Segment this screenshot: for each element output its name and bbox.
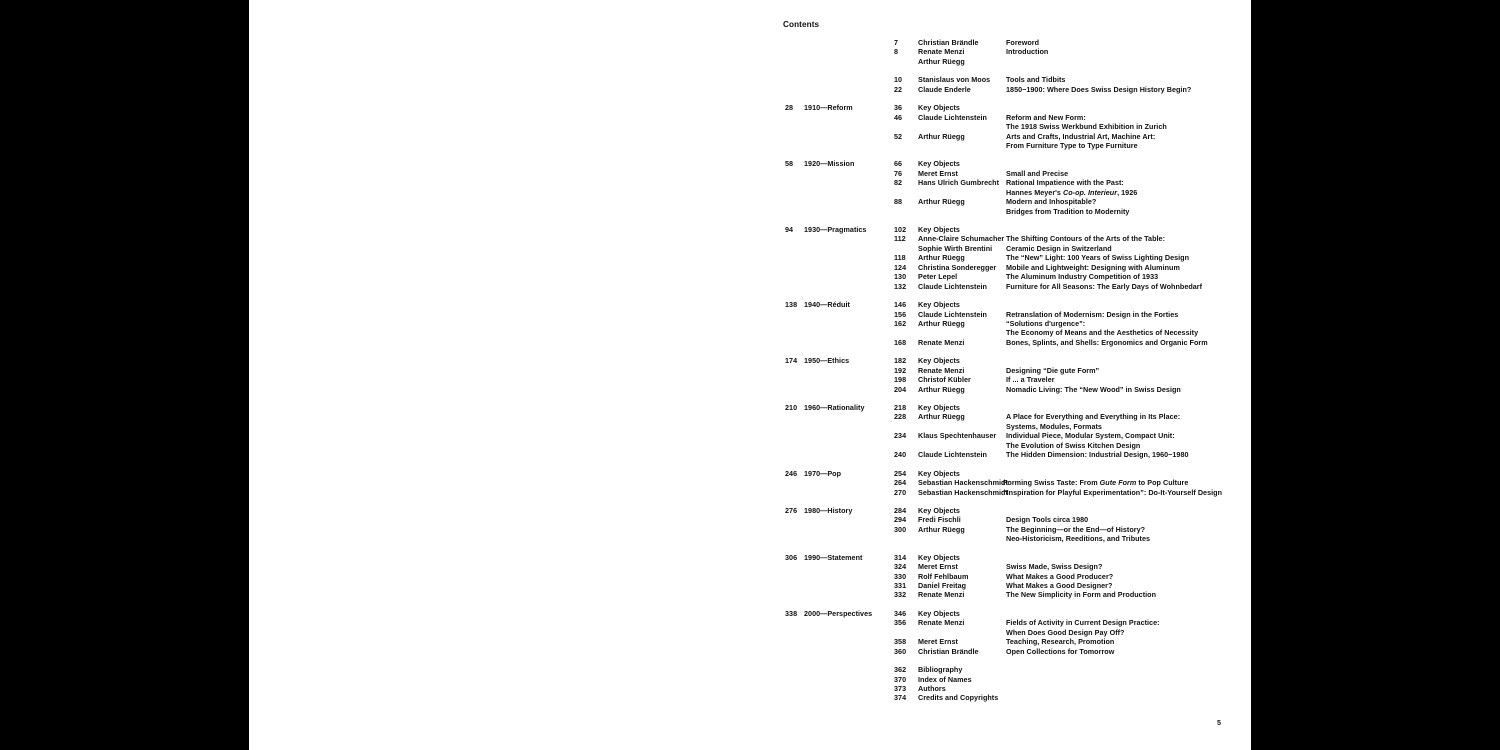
entry-author: Key Objects [918, 300, 960, 310]
entry-title: The 1918 Swiss Werkbund Exhibition in Zurich [1006, 122, 1167, 132]
toc-entry[interactable] [249, 488, 1251, 497]
toc-entry[interactable] [249, 637, 1251, 646]
toc-entry[interactable] [249, 366, 1251, 375]
entry-page-number: 102 [894, 225, 907, 234]
entry-title: “Inspiration for Playful Experimentation”: Do-It-Yourself Design [1003, 487, 1223, 497]
toc-entry[interactable] [249, 338, 1251, 347]
entry-page-number: 198 [894, 375, 907, 385]
entry-page-number: 182 [894, 356, 907, 366]
section-label: 2000—Perspectives [804, 608, 873, 618]
toc-entry[interactable] [249, 478, 1251, 487]
entry-page-number: 7 [894, 38, 899, 47]
entry-author: Stanislaus von Moos [918, 75, 991, 85]
section-page-number: 138 [785, 300, 798, 310]
toc-entry[interactable] [249, 356, 1251, 365]
toc-section [249, 506, 1251, 544]
entry-page-number: 324 [894, 562, 907, 572]
entry-author: Renate Menzi [918, 47, 965, 57]
entry-page-number: 234 [894, 431, 907, 441]
entry-page-number: 284 [894, 505, 907, 515]
entry-page-number: 358 [894, 637, 907, 647]
entry-page-number: 228 [894, 412, 907, 422]
entry-title: What Makes a Good Producer? [1006, 571, 1114, 581]
entry-page-number: 240 [894, 450, 907, 460]
entry-author: Sebastian Hackenschmidt [918, 478, 1008, 488]
entry-title: Forming Swiss Taste: From Gute Form to Pop Culture [1003, 478, 1189, 488]
entry-author: Key Objects [918, 608, 960, 618]
toc-section [249, 469, 1251, 497]
toc-section [249, 103, 1251, 150]
entry-author: Christian Brändle [918, 646, 979, 656]
toc-entry[interactable] [249, 263, 1251, 272]
toc-entry[interactable] [249, 375, 1251, 384]
entry-title: “Solutions d'urgence”: [1006, 318, 1086, 328]
entry-author: Arthur Rüegg [918, 318, 965, 328]
toc-section [249, 665, 1251, 703]
toc-section [249, 75, 1251, 94]
entry-page-number: 22 [894, 84, 903, 94]
toc-entry[interactable] [249, 506, 1251, 515]
entry-author: Bibliography [918, 665, 963, 675]
entry-title: Tools and Tidbits [1006, 75, 1066, 85]
entry-page-number: 374 [894, 693, 907, 703]
entry-title: The “New” Light: 100 Years of Swiss Lighting Design [1006, 253, 1190, 263]
entry-title: When Does Good Design Pay Off? [1006, 627, 1125, 637]
toc-entry[interactable] [249, 675, 1251, 684]
entry-author: Arthur Rüegg [918, 56, 965, 66]
entry-title: The Shifting Contours of the Arts of the Table: [1006, 234, 1166, 244]
toc-entry[interactable] [249, 572, 1251, 581]
entry-author: Sebastian Hackenschmidt [918, 487, 1008, 497]
toc-entry[interactable] [249, 684, 1251, 693]
entry-title: The Hidden Dimension: Industrial Design, 1960−1980 [1006, 450, 1189, 460]
toc-entry[interactable] [249, 553, 1251, 562]
toc-entry[interactable] [249, 515, 1251, 524]
entry-title: Introduction [1006, 47, 1049, 57]
entry-page-number: 330 [894, 571, 907, 581]
entry-title: Mobile and Lightweight: Designing with Aluminum [1006, 262, 1180, 272]
entry-page-number: 346 [894, 608, 907, 618]
entry-page-number: 192 [894, 365, 907, 375]
entry-title: Hannes Meyer's Co-op. Interieur, 1926 [1006, 187, 1138, 197]
entry-page-number: 88 [894, 197, 903, 207]
entry-author: Arthur Rüegg [918, 384, 965, 394]
toc-entry[interactable] [249, 253, 1251, 262]
toc-entry[interactable] [249, 441, 1251, 450]
toc-entry[interactable] [249, 272, 1251, 281]
toc-entry[interactable] [249, 234, 1251, 243]
entry-page-number: 132 [894, 281, 907, 291]
toc-entry[interactable] [249, 132, 1251, 141]
entry-title: 1850−1900: Where Does Swiss Design History Begin? [1006, 84, 1192, 94]
toc-section [249, 38, 1251, 66]
toc-entry[interactable] [249, 188, 1251, 197]
section-label: 1960—Rationality [804, 403, 865, 412]
entry-author: Hans Ulrich Gumbrecht [918, 178, 1000, 188]
toc-section [249, 356, 1251, 394]
entry-title: From Furniture Type to Type Furniture [1006, 140, 1138, 150]
toc-entry[interactable] [249, 141, 1251, 150]
toc-entry[interactable] [249, 282, 1251, 291]
entry-author: Daniel Freitag [918, 581, 967, 590]
entry-author: Arthur Rüegg [918, 412, 965, 422]
section-page-number: 306 [785, 552, 798, 562]
toc-entry[interactable] [249, 665, 1251, 674]
toc-entry[interactable] [249, 319, 1251, 328]
toc-entry[interactable] [249, 75, 1251, 84]
entry-author: Sophie Wirth Brentini [918, 243, 993, 253]
entry-author: Renate Menzi [918, 365, 965, 375]
entry-page-number: 264 [894, 478, 907, 488]
entry-author: Christof Kübler [918, 375, 971, 385]
toc-entry[interactable] [249, 562, 1251, 571]
toc-entry[interactable] [249, 169, 1251, 178]
entry-title: Furniture for All Seasons: The Early Days of Wohnbedarf [1006, 281, 1203, 291]
entry-title: Fields of Activity in Current Design Practice: [1006, 618, 1160, 628]
entry-page-number: 331 [894, 581, 907, 590]
section-label: 1940—Réduit [804, 300, 850, 310]
toc-entry[interactable] [249, 225, 1251, 234]
entry-title: The Economy of Means and the Aesthetics of Necessity [1006, 328, 1199, 338]
book-page [249, 0, 1251, 750]
entry-author: Christina Sonderegger [918, 262, 997, 272]
entry-page-number: 156 [894, 309, 907, 319]
entry-author: Meret Ernst [918, 168, 958, 178]
section-label: 1980—History [804, 505, 853, 515]
entry-author: Arthur Rüegg [918, 131, 965, 141]
entry-title: If ... a Traveler [1006, 375, 1055, 385]
table-of-contents [249, 38, 1251, 703]
toc-entry[interactable] [249, 647, 1251, 656]
toc-section [249, 609, 1251, 656]
entry-page-number: 270 [894, 487, 907, 497]
toc-entry[interactable] [249, 422, 1251, 431]
entry-title: Swiss Made, Swiss Design? [1006, 562, 1103, 572]
entry-title: Open Collections for Tomorrow [1006, 646, 1115, 656]
toc-entry[interactable] [249, 534, 1251, 543]
toc-entry[interactable] [249, 403, 1251, 412]
entry-title: A Place for Everything and Everything in Its Place: [1006, 412, 1181, 422]
toc-entry[interactable] [249, 178, 1251, 187]
section-page-number: 94 [785, 225, 794, 234]
entry-author: Claude Lichtenstein [918, 112, 987, 122]
toc-section [249, 225, 1251, 291]
toc-entry[interactable] [249, 469, 1251, 478]
entry-page-number: 254 [894, 468, 907, 478]
entry-author: Arthur Rüegg [918, 197, 965, 207]
entry-author: Key Objects [918, 505, 960, 515]
toc-entry[interactable] [249, 590, 1251, 599]
toc-entry[interactable] [249, 197, 1251, 206]
toc-entry[interactable] [249, 47, 1251, 56]
entry-page-number: 46 [894, 112, 903, 122]
toc-entry[interactable] [249, 38, 1251, 47]
toc-entry[interactable] [249, 328, 1251, 337]
entry-page-number: 146 [894, 300, 907, 310]
entry-page-number: 82 [894, 178, 903, 188]
section-label: 1970—Pop [804, 468, 842, 478]
entry-page-number: 168 [894, 337, 907, 347]
toc-entry[interactable] [249, 122, 1251, 131]
entry-title: Ceramic Design in Switzerland [1006, 243, 1112, 253]
toc-entry[interactable] [249, 159, 1251, 168]
toc-section [249, 553, 1251, 600]
entry-author: Fredi Fischli [918, 515, 961, 525]
entry-author: Claude Lichtenstein [918, 281, 987, 291]
entry-author: Claude Lichtenstein [918, 450, 987, 460]
entry-page-number: 130 [894, 272, 907, 282]
entry-page-number: 124 [894, 262, 907, 272]
entry-page-number: 162 [894, 318, 907, 328]
entry-author: Peter Lepel [918, 272, 958, 282]
entry-title: Individual Piece, Modular System, Compact Unit: [1006, 431, 1175, 441]
toc-entry[interactable] [249, 207, 1251, 216]
section-page-number: 58 [785, 159, 794, 169]
section-page-number: 246 [785, 468, 798, 478]
entry-page-number: 360 [894, 646, 907, 656]
entry-title: Nomadic Living: The “New Wood” in Swiss Design [1006, 384, 1181, 394]
toc-entry[interactable] [249, 57, 1251, 66]
entry-author: Credits and Copyrights [918, 693, 999, 703]
entry-author: Key Objects [918, 552, 960, 562]
entry-title: Systems, Modules, Formats [1006, 421, 1102, 431]
entry-page-number: 76 [894, 168, 903, 178]
entry-title: Modern and Inhospitable? [1006, 197, 1097, 207]
entry-page-number: 356 [894, 618, 907, 628]
section-page-number: 28 [785, 103, 794, 113]
entry-author: Meret Ernst [918, 562, 958, 572]
toc-entry[interactable] [249, 113, 1251, 122]
toc-entry[interactable] [249, 618, 1251, 627]
entry-author: Key Objects [918, 103, 960, 113]
entry-page-number: 370 [894, 674, 907, 684]
entry-author: Renate Menzi [918, 618, 965, 628]
entry-title: The Evolution of Swiss Kitchen Design [1006, 440, 1141, 450]
section-label: 1910—Reform [804, 103, 853, 113]
section-label: 1990—Statement [804, 552, 863, 562]
toc-entry[interactable] [249, 581, 1251, 590]
entry-page-number: 52 [894, 131, 903, 141]
entry-title: Retranslation of Modernism: Design in the Forties [1006, 309, 1179, 319]
toc-entry[interactable] [249, 244, 1251, 253]
folio-page-number: 5 [1217, 718, 1221, 727]
entry-page-number: 36 [894, 103, 903, 113]
section-page-number: 174 [785, 356, 798, 366]
entry-title: Foreword [1006, 38, 1040, 47]
entry-author: Key Objects [918, 356, 960, 366]
toc-entry[interactable] [249, 385, 1251, 394]
entry-author: Key Objects [918, 468, 960, 478]
entry-title: Bridges from Tradition to Modernity [1006, 206, 1130, 216]
entry-page-number: 300 [894, 524, 907, 534]
entry-title: Design Tools circa 1980 [1006, 515, 1089, 525]
toc-entry[interactable] [249, 450, 1251, 459]
entry-title: Bones, Splints, and Shells: Ergonomics and Organic Form [1006, 337, 1208, 347]
entry-author: Rolf Fehlbaum [918, 571, 969, 581]
entry-author: Meret Ernst [918, 637, 958, 647]
entry-title: Reform and New Form: [1006, 112, 1086, 122]
entry-author: Key Objects [918, 159, 960, 169]
entry-page-number: 112 [894, 234, 906, 244]
entry-author: Klaus Spechtenhauser [918, 431, 997, 441]
entry-page-number: 332 [894, 590, 907, 600]
entry-author: Christian Brändle [918, 38, 979, 47]
entry-page-number: 314 [894, 552, 907, 562]
toc-entry[interactable] [249, 300, 1251, 309]
toc-section [249, 300, 1251, 347]
entry-title: Rational Impatience with the Past: [1006, 178, 1124, 188]
entry-page-number: 66 [894, 159, 903, 169]
entry-title: The Beginning—or the End—of History? [1006, 524, 1146, 534]
section-label: 1950—Ethics [804, 356, 850, 366]
entry-page-number: 294 [894, 515, 907, 525]
entry-author: Arthur Rüegg [918, 253, 965, 263]
entry-page-number: 373 [894, 683, 907, 693]
entry-author: Authors [918, 683, 946, 693]
entry-title: Arts and Crafts, Industrial Art, Machine Art: [1006, 131, 1156, 141]
page-title: Contents [783, 20, 820, 29]
entry-page-number: 10 [894, 75, 903, 85]
section-label: 1930—Pragmatics [804, 225, 867, 234]
toc-section [249, 159, 1251, 216]
section-page-number: 338 [785, 608, 798, 618]
entry-title: The Aluminum Industry Competition of 1933 [1006, 272, 1159, 282]
toc-section [249, 403, 1251, 460]
entry-title: Designing “Die gute Form” [1006, 365, 1100, 375]
section-page-number: 210 [785, 403, 798, 412]
toc-entry[interactable] [249, 310, 1251, 319]
entry-author: Claude Lichtenstein [918, 309, 987, 319]
toc-entry[interactable] [249, 525, 1251, 534]
entry-title: The New Simplicity in Form and Production [1006, 590, 1157, 600]
entry-title: Neo-Historicism, Reeditions, and Tributes [1006, 534, 1151, 544]
entry-author: Anne-Claire Schumacher [918, 234, 1005, 244]
entry-author: Arthur Rüegg [918, 524, 965, 534]
entry-author: Claude Enderle [918, 84, 971, 94]
section-label: 1920—Mission [804, 159, 855, 169]
toc-entry[interactable] [249, 103, 1251, 112]
toc-entry[interactable] [249, 412, 1251, 421]
entry-author: Key Objects [918, 403, 960, 412]
entry-author: Index of Names [918, 674, 972, 684]
toc-entry[interactable] [249, 628, 1251, 637]
entry-title: What Makes a Good Designer? [1006, 581, 1113, 590]
toc-entry[interactable] [249, 609, 1251, 618]
entry-page-number: 118 [894, 253, 906, 263]
entry-author: Key Objects [918, 225, 960, 234]
entry-title: Small and Precise [1006, 168, 1069, 178]
entry-page-number: 362 [894, 665, 907, 675]
entry-author: Renate Menzi [918, 337, 965, 347]
toc-entry[interactable] [249, 85, 1251, 94]
entry-page-number: 8 [894, 47, 899, 57]
entry-author: Renate Menzi [918, 590, 965, 600]
entry-page-number: 218 [894, 403, 907, 412]
toc-entry[interactable] [249, 693, 1251, 702]
entry-title: Teaching, Research, Promotion [1006, 637, 1115, 647]
toc-entry[interactable] [249, 431, 1251, 440]
entry-page-number: 204 [894, 384, 907, 394]
section-page-number: 276 [785, 505, 798, 515]
